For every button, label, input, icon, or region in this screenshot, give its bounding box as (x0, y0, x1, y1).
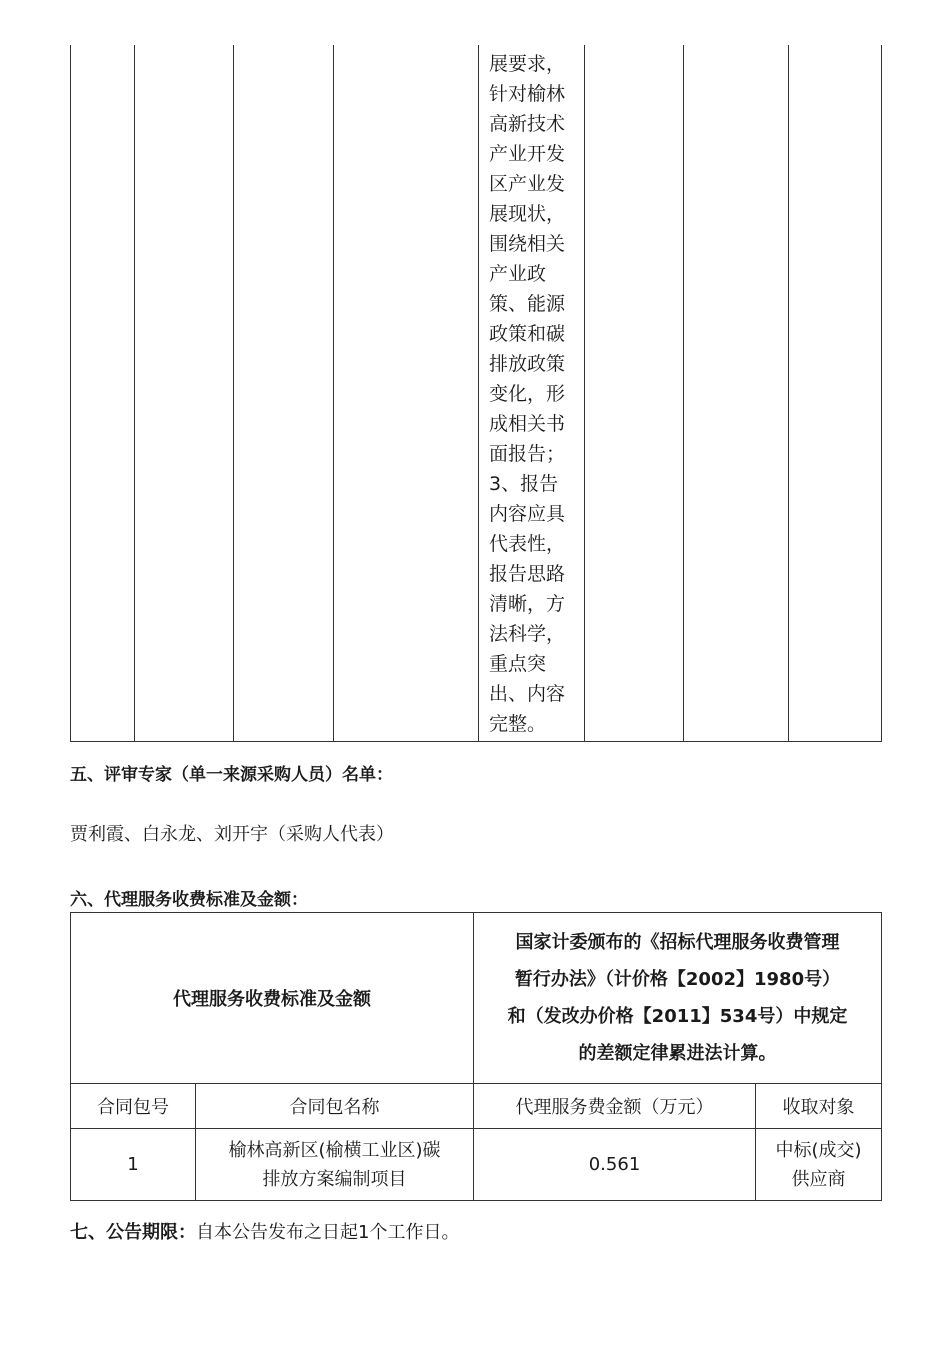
column-header: 收取对象 (756, 1084, 882, 1129)
table-cell (684, 45, 789, 742)
requirements-line: 清晰，方 (489, 593, 566, 615)
requirements-line: 完整。 (489, 713, 547, 735)
notice-period (70, 1218, 459, 1244)
requirements-line: 面报告； (489, 443, 566, 465)
column-header: 合同包号 (71, 1084, 196, 1129)
requirements-line: 成相关书 (489, 413, 566, 435)
table-cell (334, 45, 479, 742)
fee-amount: 0.561 (474, 1129, 756, 1201)
requirements-line: 高新技术 (489, 113, 566, 135)
table-cell (234, 45, 334, 742)
requirements-line: 产业政 (489, 263, 547, 285)
section5-heading: 五、评审专家（单一来源采购人员）名单： (70, 765, 393, 785)
requirements-text (479, 45, 584, 739)
procurement-table-continued (70, 45, 882, 742)
requirements-line: 策、能源 (489, 293, 566, 315)
table-cell (135, 45, 234, 742)
requirements-line: 3、报告 (489, 473, 559, 495)
requirements-line: 排放政策 (489, 353, 566, 375)
requirements-line: 变化，形 (489, 383, 566, 405)
notice-period-text: 自本公告发布之日起1个工作日。 (196, 1222, 460, 1243)
requirements-cell (479, 45, 585, 742)
requirements-line: 围绕相关 (489, 233, 566, 255)
fee-table (70, 912, 882, 1201)
table-cell (71, 45, 135, 742)
table-cell (789, 45, 882, 742)
requirements-line: 内容应具 (489, 503, 566, 525)
fee-table-header (71, 1084, 882, 1129)
requirements-line: 产业开发 (489, 143, 566, 165)
requirements-line: 展现状， (489, 203, 566, 225)
column-header: 代理服务费金额（万元） (474, 1084, 756, 1129)
package-name: 榆林高新区(榆横工业区)碳 排放方案编制项目 (196, 1129, 474, 1201)
table-row (71, 45, 882, 742)
requirements-line: 展要求， (489, 53, 566, 75)
notice-period-label: 七、公告期限： (70, 1222, 196, 1243)
expert-list: 贾利霞、白永龙、刘开宇（采购人代表） (70, 824, 394, 845)
requirements-line: 报告思路 (489, 563, 566, 585)
fee-description: 国家计委颁布的《招标代理服务收费管理 暂行办法》（计价格【2002】1980号） 和（发改办价格【2011】534号）中规定 的差额定律累进法计算。 (474, 913, 882, 1084)
table-row (71, 1129, 882, 1201)
requirements-line: 政策和碳 (489, 323, 566, 345)
table-cell (585, 45, 684, 742)
requirements-line: 重点突 (489, 653, 547, 675)
requirements-line: 区产业发 (489, 173, 566, 195)
fee-target: 中标(成交) 供应商 (756, 1129, 882, 1201)
requirements-line: 针对榆林 (489, 83, 566, 105)
column-header: 合同包名称 (196, 1084, 474, 1129)
requirements-line: 代表性， (489, 533, 566, 555)
section6-heading: 六、代理服务收费标准及金额： (70, 890, 308, 910)
requirements-line: 出、内容 (489, 683, 566, 705)
fee-title: 代理服务收费标准及金额 (71, 913, 474, 1084)
package-number: 1 (71, 1129, 196, 1201)
requirements-line: 法科学， (489, 623, 566, 645)
